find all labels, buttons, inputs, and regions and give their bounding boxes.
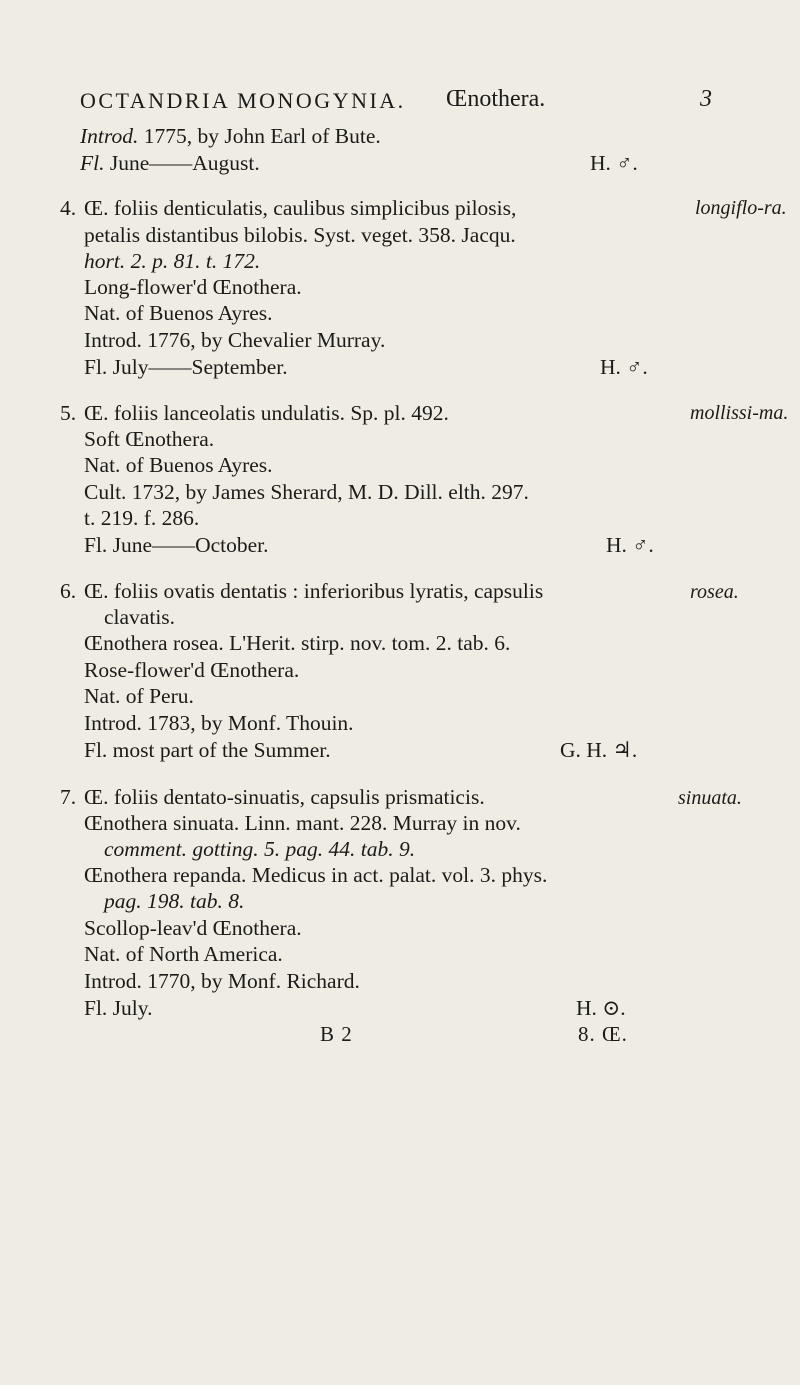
side-species-name: rosea. — [690, 581, 739, 603]
entry-line: Nat. of Peru. — [84, 684, 194, 708]
entry-number: 4. — [60, 196, 77, 220]
entry-line: Œnothera sinuata. Linn. mant. 228. Murray in nov. — [84, 811, 521, 835]
catchword: 8. Œ. — [578, 1022, 628, 1046]
entry-number: 6. — [60, 579, 77, 603]
entry-line: Fl. July——September. — [84, 355, 288, 379]
habit-symbol: H. ♂. — [600, 355, 648, 379]
entry-line: Introd. 1770, by Monf. Richard. — [84, 969, 360, 993]
entry-line: petalis distantibus bilobis. Syst. veget. 358. Jacqu. — [84, 223, 516, 247]
habit-symbol: H. ⊙. — [576, 996, 626, 1020]
running-title: OCTANDRIA MONOGYNIA. — [80, 88, 406, 113]
flowering-line: Fl. June——August. — [80, 151, 260, 175]
introd-line: Introd. 1775, by John Earl of Bute. — [80, 124, 381, 148]
entry-line: Soft Œnothera. — [84, 427, 215, 451]
entry-line: Œ. foliis dentato-sinuatis, capsulis prismaticis. — [84, 785, 485, 809]
entry-line: Œ. foliis lanceolatis undulatis. Sp. pl. 492. — [84, 401, 449, 425]
signature-mark: B 2 — [320, 1022, 353, 1046]
entry-line: Scollop-leav'd Œnothera. — [84, 916, 302, 940]
entry-line: Fl. July. — [84, 996, 153, 1020]
entry-number: 7. — [60, 785, 77, 809]
entry-line: Œnothera repanda. Medicus in act. palat. vol. 3. phys. — [84, 863, 548, 887]
habit-symbol: H. ♂. — [590, 151, 638, 175]
side-species-name: mollissi-ma. — [690, 402, 789, 424]
entry-line: clavatis. — [104, 605, 176, 629]
entry-line: Fl. most part of the Summer. — [84, 738, 331, 762]
entry-number: 5. — [60, 401, 77, 425]
entry-line: Fl. June——October. — [84, 533, 269, 557]
entry-line: hort. 2. p. 81. t. 172. — [84, 249, 261, 273]
entry-line: Œ. foliis denticulatis, caulibus simplicibus pilosis, — [84, 196, 517, 220]
entry-line: Œnothera rosea. L'Herit. stirp. nov. tom. 2. tab. 6. — [84, 631, 511, 655]
entry-line: Cult. 1732, by James Sherard, M. D. Dill. elth. 297. — [84, 480, 529, 504]
entry-line: Nat. of Buenos Ayres. — [84, 453, 273, 477]
page-number: 3 — [700, 86, 712, 112]
entry-line: Introd. 1776, by Chevalier Murray. — [84, 328, 386, 352]
entry-line: pag. 198. tab. 8. — [104, 889, 245, 913]
entry-line: Introd. 1783, by Monf. Thouin. — [84, 711, 354, 735]
genus-header: Œnothera. — [446, 86, 546, 112]
side-species-name: sinuata. — [678, 787, 742, 809]
entry-line: comment. gotting. 5. pag. 44. tab. 9. — [104, 837, 416, 861]
entry-line: Nat. of Buenos Ayres. — [84, 301, 273, 325]
entry-line: Long-flower'd Œnothera. — [84, 275, 302, 299]
habit-symbol: H. ♂. — [606, 533, 654, 557]
side-species-name: longiflo-ra. — [695, 197, 787, 219]
entry-line: t. 219. f. 286. — [84, 506, 200, 530]
entry-line: Œ. foliis ovatis dentatis : inferioribus lyratis, capsulis — [84, 579, 544, 603]
entry-line: Nat. of North America. — [84, 942, 283, 966]
entry-line: Rose-flower'd Œnothera. — [84, 658, 300, 682]
habit-symbol: G. H. ♃. — [560, 738, 638, 762]
